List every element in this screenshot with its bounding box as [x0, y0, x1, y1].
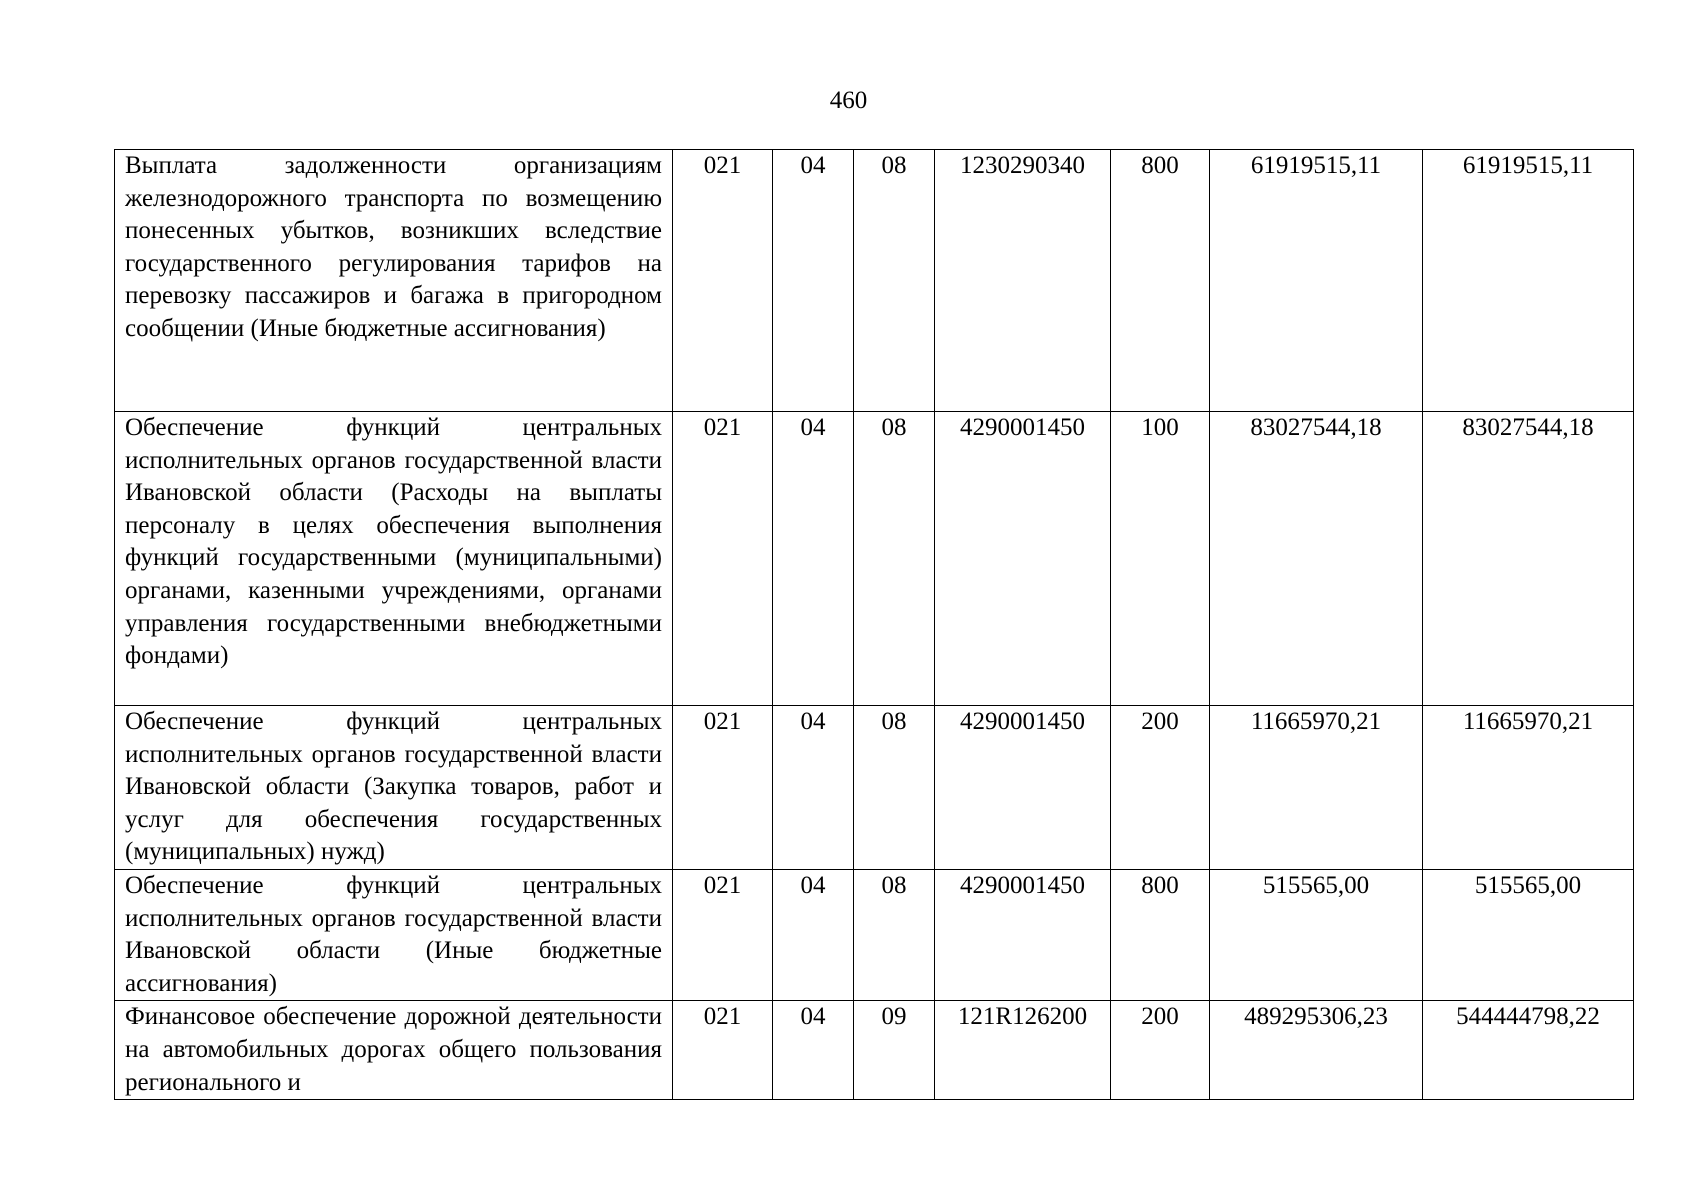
- table-row: [115, 150, 1634, 412]
- ministry-code: 021: [673, 150, 773, 412]
- target-article-code: 121R126200: [935, 1001, 1111, 1100]
- section-code: 04: [773, 706, 854, 870]
- row-description: Обеспечение функций центральных исполнительных органов государственной власти Ивановской области (Закупка товаров, работ и услуг для обеспечения государственных (муниципальных) нужд): [115, 706, 673, 870]
- ministry-code: 021: [673, 1001, 773, 1100]
- row-description: Выплата задолженности организациям железнодорожного транспорта по возмещению понесенных убытков, возникших вследствие государственного регулирования тарифов на перевозку пассажиров и багажа в пригородном сообщении (Иные бюджетные ассигнования): [115, 150, 673, 412]
- table-row: [115, 870, 1634, 1001]
- ministry-code: 021: [673, 870, 773, 1001]
- expense-type-code: 800: [1111, 150, 1210, 412]
- amount-second: 515565,00: [1423, 870, 1634, 1001]
- expense-type-code: 800: [1111, 870, 1210, 1001]
- row-description: Обеспечение функций центральных исполнительных органов государственной власти Ивановской области (Расходы на выплаты персоналу в целях обеспечения выполнения функций государственными (муниципальными) органами, казенными учреждениями, органами управления государственными внебюджетными фондами): [115, 412, 673, 706]
- ministry-code: 021: [673, 412, 773, 706]
- amount-first: 83027544,18: [1210, 412, 1423, 706]
- section-code: 04: [773, 150, 854, 412]
- target-article-code: 4290001450: [935, 412, 1111, 706]
- section-code: 04: [773, 412, 854, 706]
- target-article-code: 4290001450: [935, 870, 1111, 1001]
- amount-first: 489295306,23: [1210, 1001, 1423, 1100]
- amount-second: 61919515,11: [1423, 150, 1634, 412]
- budget-table: [114, 149, 1634, 1100]
- amount-second: 544444798,22: [1423, 1001, 1634, 1100]
- subsection-code: 09: [854, 1001, 935, 1100]
- target-article-code: 4290001450: [935, 706, 1111, 870]
- expense-type-code: 200: [1111, 706, 1210, 870]
- amount-second: 11665970,21: [1423, 706, 1634, 870]
- amount-first: 11665970,21: [1210, 706, 1423, 870]
- table-row: [115, 706, 1634, 870]
- row-description: Финансовое обеспечение дорожной деятельности на автомобильных дорогах общего пользования регионального и: [115, 1001, 673, 1100]
- amount-second: 83027544,18: [1423, 412, 1634, 706]
- section-code: 04: [773, 870, 854, 1001]
- table-row: [115, 412, 1634, 706]
- expense-type-code: 200: [1111, 1001, 1210, 1100]
- section-code: 04: [773, 1001, 854, 1100]
- subsection-code: 08: [854, 150, 935, 412]
- subsection-code: 08: [854, 870, 935, 1001]
- target-article-code: 1230290340: [935, 150, 1111, 412]
- expense-type-code: 100: [1111, 412, 1210, 706]
- amount-first: 61919515,11: [1210, 150, 1423, 412]
- amount-first: 515565,00: [1210, 870, 1423, 1001]
- subsection-code: 08: [854, 412, 935, 706]
- row-description: Обеспечение функций центральных исполнительных органов государственной власти Ивановской области (Иные бюджетные ассигнования): [115, 870, 673, 1001]
- page-number: 460: [829, 87, 868, 114]
- table-row: [115, 1001, 1634, 1100]
- subsection-code: 08: [854, 706, 935, 870]
- ministry-code: 021: [673, 706, 773, 870]
